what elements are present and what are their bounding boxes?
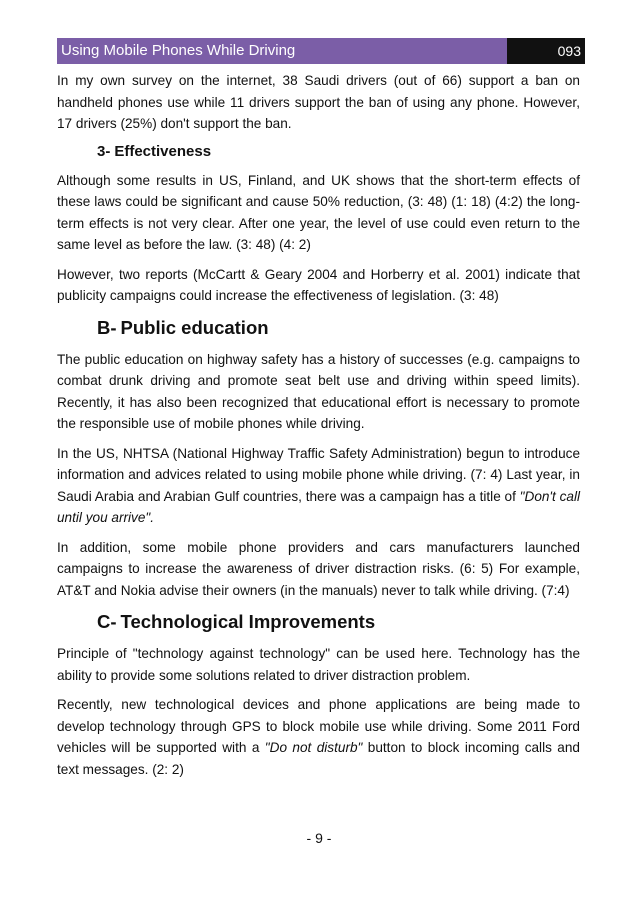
section-number: C- [97, 611, 117, 632]
paragraph [57, 349, 580, 435]
paragraph-text: Principle of "technology against technology" can be used here. Technology has the ability to provide some solutions related to driver distraction problem. [57, 646, 580, 683]
paragraph [57, 537, 580, 602]
paragraph-text: The public education on highway safety has a history of successes (e.g. campaigns to combat drunk driving and promote seat belt use and driving within speed limits). Recently, it has also been recognized that educational effort is necessary to promote the responsible use of mobile phones while driving. [57, 351, 580, 431]
emphasized-text: "Don't call until you arrive". [57, 488, 580, 525]
paragraph [57, 443, 580, 529]
section-heading [97, 317, 580, 339]
paragraph-text: button to block incoming calls and text messages. (2: 2) [57, 740, 580, 777]
paragraph [57, 694, 580, 780]
section-heading [97, 611, 580, 633]
section-number: B- [97, 316, 117, 338]
paragraph-text: In the US, NHTSA (National Highway Traffic Safety Administration) begun to introduce information and advices related to using mobile phone while driving. (7: 4) Last year, in Saudi Arabia and Arabian Gulf countries, there was a campaign has a title of [57, 445, 580, 504]
header-title: Using Mobile Phones While Driving [57, 38, 507, 64]
emphasized-text: "Do not disturb" [264, 740, 363, 755]
page-header [57, 38, 585, 64]
paragraph-text: In my own survey on the internet, 38 Saudi drivers (out of 66) support a ban on handheld phones use while 11 drivers support the ban of using any phone. However, 17 drivers (25%) don't support the ban. [57, 73, 580, 131]
section-heading [97, 143, 580, 160]
section-title: Public education [120, 316, 269, 338]
header-page-code: 093 [507, 38, 585, 64]
section-title: Technological Improvements [120, 611, 376, 632]
paragraph [57, 170, 580, 256]
paragraph [57, 264, 580, 307]
paragraph [57, 643, 580, 686]
paragraph-text: Recently, new technological devices and phone applications are being made to develop technology through GPS to block mobile use while driving. Some 2011 Ford vehicles will be supported with a [57, 697, 580, 755]
paragraph-text: In addition, some mobile phone providers and cars manufacturers launched campaigns to increase the awareness of driver distraction risks. (6: 5) For example, AT&T and Nokia advise their owners (in the manuals) never to talk while driving. (7:4) [57, 539, 580, 598]
paragraph [57, 70, 580, 135]
paragraph-text: However, two reports (McCartt & Geary 2004 and Horberry et al. 2001) indicate that publicity campaigns could increase the effectiveness of legislation. (3: 48) [57, 266, 580, 303]
page-number: - 9 - [306, 830, 332, 846]
section-number: 3- [97, 142, 111, 160]
section-title: Effectiveness [114, 142, 212, 160]
paragraph-text: Although some results in US, Finland, and UK shows that the short-term effects of these laws could be significant and cause 50% reduction, (3: 48) (1: 18) (4:2) the long-term effects is not very clear. After one year, the level of use could even return to the same level as before the law. (3: 48) (4: 2) [57, 172, 580, 252]
document-body [57, 70, 580, 788]
